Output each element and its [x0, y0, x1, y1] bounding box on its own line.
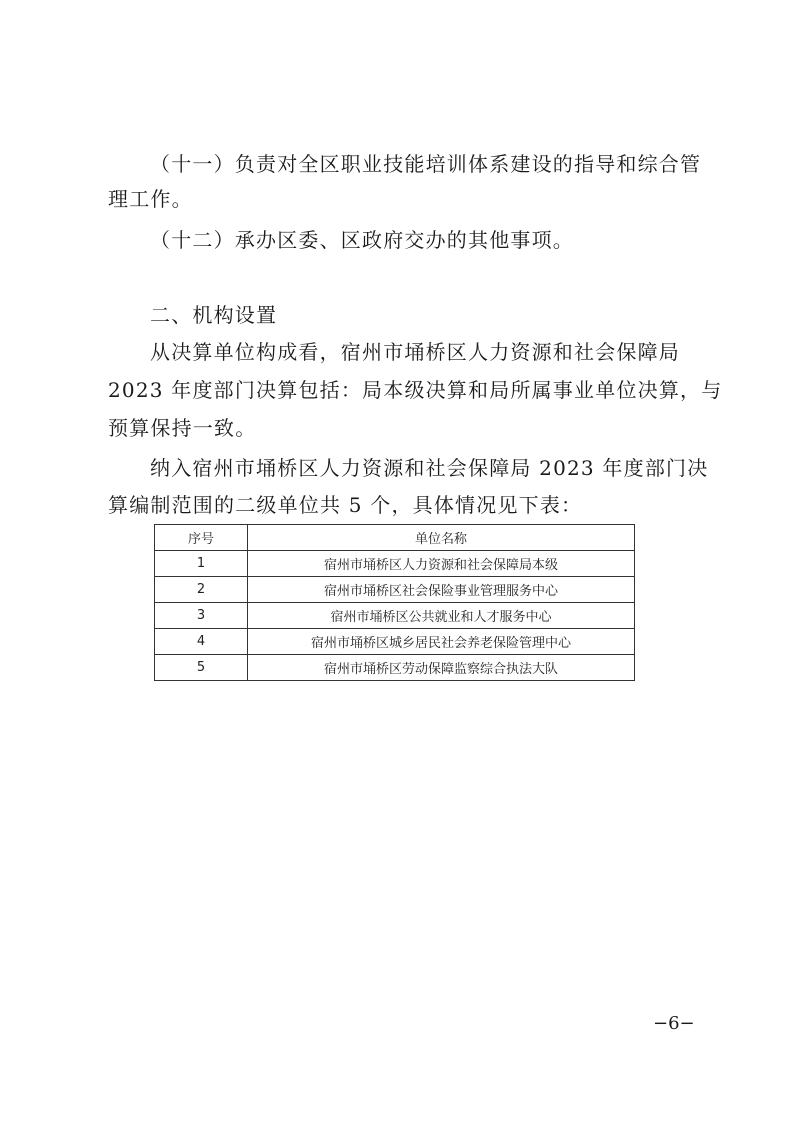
row-unit-name: 宿州市埇桥区城乡居民社会养老保险管理中心: [248, 629, 635, 655]
table-header-row: [155, 525, 635, 551]
row-number: 1: [155, 551, 248, 577]
units-table: [154, 524, 635, 681]
paragraph-1-line-3: 预算保持一致。: [108, 416, 257, 440]
paragraph-2-line-1: 纳入宿州市埇桥区人力资源和社会保障局 2023 年度部门决: [150, 456, 709, 480]
table-row: [155, 577, 635, 603]
row-unit-name: 宿州市埇桥区社会保险事业管理服务中心: [248, 577, 635, 603]
row-number: 4: [155, 629, 248, 655]
table-row: [155, 629, 635, 655]
paragraph-2-line-2: 算编制范围的二级单位共 5 个，具体情况见下表：: [108, 493, 583, 517]
table-row: [155, 551, 635, 577]
paragraph-1-line-1: 从决算单位构成看，宿州市埇桥区人力资源和社会保障局: [150, 340, 680, 364]
row-number: 2: [155, 577, 248, 603]
column-header-number: 序号: [155, 525, 248, 551]
table-row: [155, 655, 635, 681]
row-number: 5: [155, 655, 248, 681]
paragraph-item-12: （十二）承办区委、区政府交办的其他事项。: [150, 228, 574, 252]
section-heading: 二、机构设置: [150, 303, 278, 327]
paragraph-item-11-line-2: 理工作。: [108, 187, 193, 211]
paragraph-1-line-2: 2023 年度部门决算包括：局本级决算和局所属事业单位决算，与: [108, 378, 723, 402]
row-number: 3: [155, 603, 248, 629]
paragraph-item-11-line-1: （十一）负责对全区职业技能培训体系建设的指导和综合管: [150, 152, 702, 176]
row-unit-name: 宿州市埇桥区人力资源和社会保障局本级: [248, 551, 635, 577]
column-header-unit-name: 单位名称: [248, 525, 635, 551]
table-row: [155, 603, 635, 629]
row-unit-name: 宿州市埇桥区公共就业和人才服务中心: [248, 603, 635, 629]
page-number: −6−: [653, 1013, 695, 1034]
row-unit-name: 宿州市埇桥区劳动保障监察综合执法大队: [248, 655, 635, 681]
